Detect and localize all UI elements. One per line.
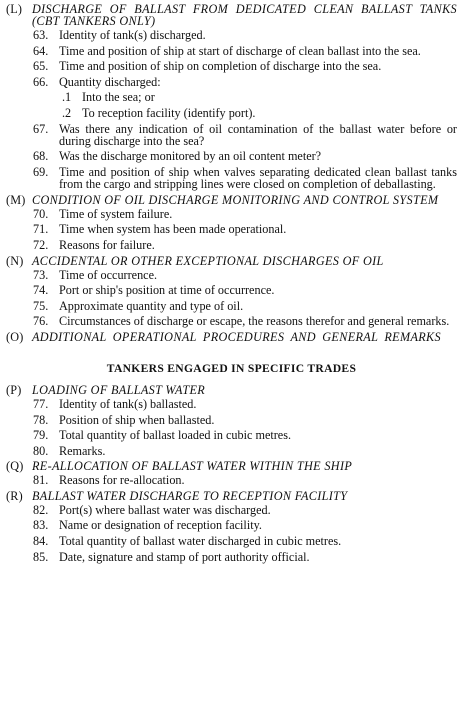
sub-item-text: Into the sea; or bbox=[82, 90, 155, 105]
item-number: 79. bbox=[33, 428, 49, 443]
item-text: Position of ship when ballasted. bbox=[59, 412, 215, 427]
section-heading bbox=[6, 194, 457, 206]
item-number: 77. bbox=[33, 396, 49, 411]
item-text: Was the discharge monitored by an oil content meter? bbox=[59, 149, 322, 164]
section-letter: (Q) bbox=[6, 459, 24, 474]
item-text: Name or designation of reception facility. bbox=[59, 518, 262, 533]
item-number: 74. bbox=[33, 283, 49, 298]
section bbox=[6, 490, 457, 563]
sub-item bbox=[62, 91, 457, 103]
section-heading bbox=[6, 255, 457, 267]
item-text: Reasons for re-allocation. bbox=[59, 473, 185, 488]
item-text: Reasons for failure. bbox=[59, 237, 155, 252]
item-text: Approximate quantity and type of oil. bbox=[59, 298, 244, 313]
item-number: 70. bbox=[33, 206, 49, 221]
sections-group-a bbox=[6, 3, 457, 348]
section-spacer bbox=[6, 345, 457, 348]
item-text: Time and position of ship when valves separating dedicated clean ballast tanks from the cargo and stripping lines were closed on completion of deballasting. bbox=[59, 164, 457, 192]
list-item bbox=[33, 315, 457, 327]
list-item bbox=[33, 551, 457, 563]
sub-item-number: .2 bbox=[62, 105, 72, 120]
list-item bbox=[33, 223, 457, 235]
list-item bbox=[33, 239, 457, 251]
section-letter: (M) bbox=[6, 192, 26, 207]
section-letter: (R) bbox=[6, 488, 23, 503]
list-item bbox=[33, 60, 457, 72]
list-item bbox=[33, 519, 457, 531]
list-item bbox=[33, 535, 457, 547]
item-text: Was there any indication of oil contamination of the ballast water before or during discharge into the sea? bbox=[59, 121, 457, 148]
item-number: 66. bbox=[33, 74, 49, 89]
item-number: 73. bbox=[33, 267, 49, 282]
section-letter: (O) bbox=[6, 329, 24, 344]
list-item bbox=[33, 76, 457, 88]
sub-item bbox=[62, 107, 457, 119]
list-item bbox=[33, 474, 457, 486]
list-item bbox=[33, 150, 457, 162]
item-number: 84. bbox=[33, 534, 49, 549]
section-letter: (P) bbox=[6, 382, 22, 397]
section-title: BALLAST WATER DISCHARGE TO RECEPTION FACILITY bbox=[32, 488, 348, 503]
item-text: Remarks. bbox=[59, 443, 106, 458]
item-number: 64. bbox=[33, 43, 49, 58]
list-item bbox=[33, 269, 457, 281]
section-letter: (N) bbox=[6, 253, 24, 268]
section bbox=[6, 331, 457, 348]
item-text: Identity of tank(s) discharged. bbox=[59, 28, 206, 42]
item-number: 65. bbox=[33, 59, 49, 74]
section-title: LOADING OF BALLAST WATER bbox=[32, 382, 206, 397]
item-number: 68. bbox=[33, 149, 49, 164]
item-number: 72. bbox=[33, 237, 49, 252]
section-title: DISCHARGE OF BALLAST FROM DEDICATED CLEAN BALLAST TANKS (CBT TANKERS ONLY) bbox=[32, 2, 457, 28]
item-text: Identity of tank(s) ballasted. bbox=[59, 396, 197, 411]
item-text: Time of system failure. bbox=[59, 206, 173, 221]
item-text: Total quantity of ballast loaded in cubic metres. bbox=[59, 428, 291, 443]
item-text: Port(s) where ballast water was discharged. bbox=[59, 502, 271, 517]
list-item bbox=[33, 208, 457, 220]
section-title: ADDITIONAL OPERATIONAL PROCEDURES AND GENERAL REMARKS bbox=[32, 329, 441, 344]
item-number: 67. bbox=[33, 121, 49, 136]
item-number: 82. bbox=[33, 502, 49, 517]
section-heading bbox=[6, 460, 457, 472]
section bbox=[6, 384, 457, 457]
item-text: Circumstances of discharge or escape, the reasons therefor and general remarks. bbox=[59, 314, 450, 329]
section-heading bbox=[6, 331, 457, 343]
section bbox=[6, 194, 457, 251]
item-number: 80. bbox=[33, 443, 49, 458]
sections-group-b bbox=[6, 384, 457, 563]
section-heading bbox=[6, 490, 457, 502]
item-text: Total quantity of ballast water discharged in cubic metres. bbox=[59, 534, 342, 549]
item-text: Port or ship's position at time of occurrence. bbox=[59, 283, 275, 298]
list-item bbox=[33, 45, 457, 57]
item-number: 83. bbox=[33, 518, 49, 533]
section-title: RE-ALLOCATION OF BALLAST WATER WITHIN THE SHIP bbox=[32, 459, 353, 474]
list-item bbox=[33, 429, 457, 441]
item-text: Date, signature and stamp of port authority official. bbox=[59, 549, 310, 564]
item-number: 85. bbox=[33, 549, 49, 564]
list-item bbox=[33, 445, 457, 457]
section bbox=[6, 460, 457, 486]
sub-item-number: .1 bbox=[62, 90, 72, 105]
specific-trades-heading: TANKERS ENGAGED IN SPECIFIC TRADES bbox=[106, 361, 357, 375]
item-number: 75. bbox=[33, 298, 49, 313]
list-item bbox=[33, 284, 457, 296]
item-text: Time and position of ship at start of discharge of clean ballast into the sea. bbox=[59, 43, 421, 58]
list-item bbox=[33, 414, 457, 426]
section bbox=[6, 255, 457, 328]
list-item bbox=[33, 123, 457, 147]
list-item bbox=[33, 29, 457, 41]
item-number: 69. bbox=[33, 164, 49, 179]
list-item bbox=[33, 300, 457, 312]
sub-item-text: To reception facility (identify port). bbox=[82, 105, 256, 120]
item-number: 71. bbox=[33, 222, 49, 237]
list-item bbox=[33, 166, 457, 190]
section-heading bbox=[6, 3, 457, 27]
item-text: Quantity discharged: bbox=[59, 74, 161, 89]
section-title: ACCIDENTAL OR OTHER EXCEPTIONAL DISCHARGES OF OIL bbox=[32, 253, 384, 268]
item-number: 81. bbox=[33, 473, 49, 488]
item-text: Time of occurrence. bbox=[59, 267, 158, 282]
item-text: Time when system has been made operational. bbox=[59, 222, 287, 237]
section bbox=[6, 3, 457, 190]
item-number: 78. bbox=[33, 412, 49, 427]
item-number: 76. bbox=[33, 314, 49, 329]
item-text: Time and position of ship on completion of discharge into the sea. bbox=[59, 59, 382, 74]
section-letter: (L) bbox=[6, 2, 23, 16]
list-item bbox=[33, 398, 457, 410]
item-number: 63. bbox=[33, 28, 49, 42]
section-heading bbox=[6, 384, 457, 396]
list-item bbox=[33, 504, 457, 516]
section-title: CONDITION OF OIL DISCHARGE MONITORING AND CONTROL SYSTEM bbox=[32, 192, 439, 207]
